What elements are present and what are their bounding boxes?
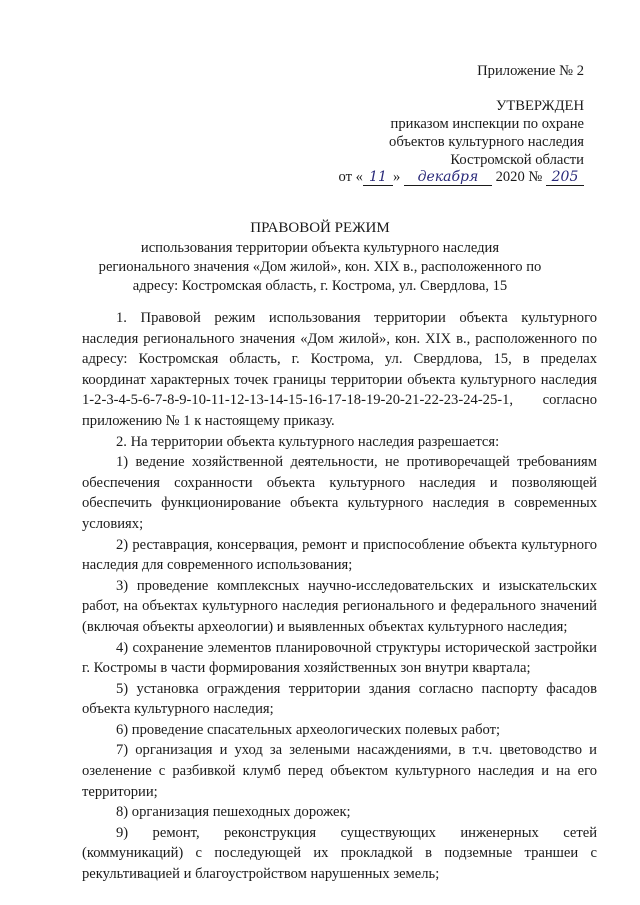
document-title: ПРАВОВОЙ РЕЖИМ <box>250 220 390 236</box>
approval-line-3: Костромской области <box>450 152 584 168</box>
approval-line-1: приказом инспекции по охране <box>390 116 584 132</box>
date-day: 11 <box>363 169 393 186</box>
list-item: 9) ремонт, реконструкция существующих инженерных сетей (коммуникаций) с последующей их прокладкой в подземные траншеи с рекультивацией и благоустройством нарушенных земель; <box>82 824 597 883</box>
list-item: 2) реставрация, консервация, ремонт и приспособление объекта культурного наследия для современного использования; <box>82 536 597 574</box>
list-item: 1) ведение хозяйственной деятельности, не противоречащей требованиям обеспечения сохранности объекта культурного наследия и позволяющей обеспечить функционирование объекта культурного наследия в современных условиях; <box>82 454 597 532</box>
paragraph: 1. Правовой режим использования территории объекта культурного наследия регионального значения «Дом жилой», кон. XIX в., расположенного по адресу: Костромская область, г. Кострома, ул. Свердлова, 15, в пределах координат характерных точек границы территории объекта культурного наследия 1-2-3-4-5-6-7-8-9-10-11-12-13-14-15-16-17-18-19-20-21-22-23-24-25-1, согласно приложению № 1 к настоящему приказу. <box>82 310 597 429</box>
approved-heading: УТВЕРЖДЕН <box>496 98 584 114</box>
appendix-label: Приложение № 2 <box>477 63 584 79</box>
date-mid: » <box>392 169 401 185</box>
approval-line-2: объектов культурного наследия <box>389 134 584 150</box>
date-prefix: от « <box>338 169 363 185</box>
list-item: 4) сохранение элементов планировочной структуры исторической застройки г. Костромы в части формирования хозяйственных зон внутри квартала; <box>82 639 597 677</box>
document-body <box>82 308 597 885</box>
list-item: 6) проведение спасательных археологических полевых работ; <box>116 721 501 738</box>
date-month: декабря <box>404 169 492 186</box>
list-item: 3) проведение комплексных научно-исследовательских и изыскательских работ, на объектах культурного наследия регионального и федерального значений (включая объекты археологии) и выявленных объектах культурного наследия; <box>82 577 597 635</box>
list-item: 5) установка ограждения территории здания согласно паспорту фасадов объекта культурного наследия; <box>82 680 597 718</box>
date-year-number: 2020 № <box>495 169 543 185</box>
list-item: 8) организация пешеходных дорожек; <box>116 804 351 821</box>
document-subtitle-1: использования территории объекта культурного наследия <box>140 240 500 256</box>
order-number: 205 <box>546 169 584 186</box>
paragraph: 2. На территории объекта культурного наследия разрешается: <box>116 433 500 450</box>
list-item: 7) организация и уход за зелеными насаждениями, в т.ч. цветоводство и озеленение с разбивкой клумб перед объектом культурного наследия и на его территории; <box>82 742 597 800</box>
document-subtitle-2: регионального значения «Дом жилой», кон. XIX в., расположенного по <box>98 259 542 275</box>
document-subtitle-3: адресу: Костромская область, г. Кострома, ул. Свердлова, 15 <box>132 278 508 294</box>
approval-date-line <box>339 168 584 187</box>
